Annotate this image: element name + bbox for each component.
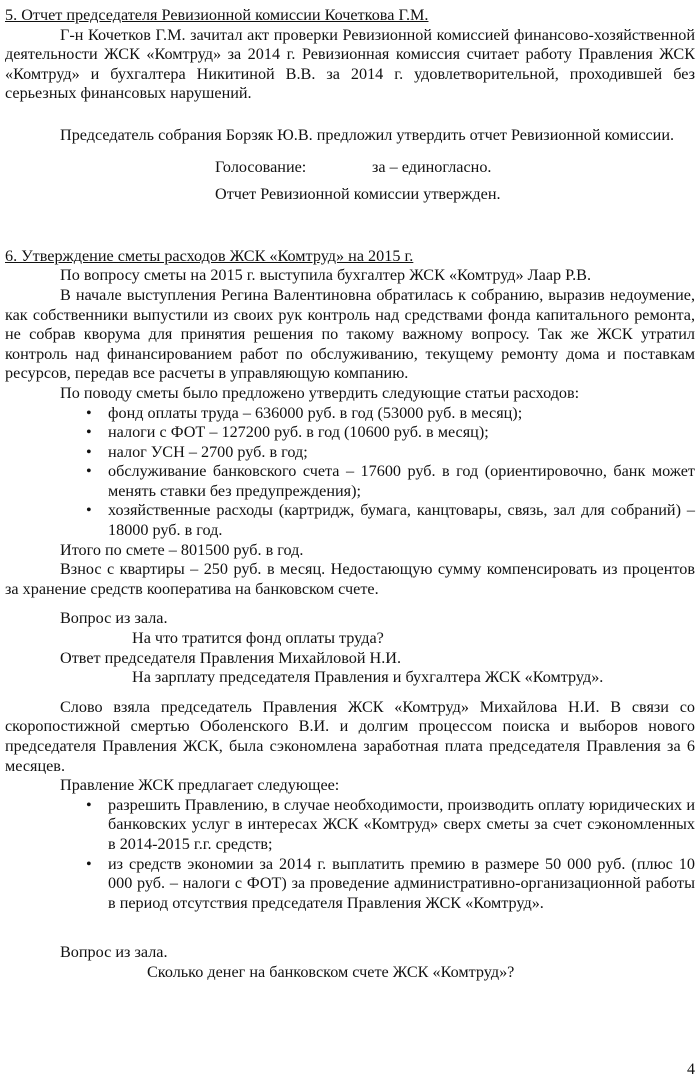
list-item: • обслуживание банковского счета – 17600 руб. в год (ориентировочно, банк может менять ставки без предупреждения); [86,462,695,500]
answer-label-1: Ответ председателя Правления Михайловой Н.И. [60,648,402,667]
document-page [5,6,695,983]
bullet-icon: • [86,501,92,520]
section-6-paragraph-1: По вопросу сметы на 2015 г. выступила бухгалтер ЖСК «Комтруд» Лаар Р.В. [60,266,592,285]
question-label-2: Вопрос из зала. [60,943,168,962]
vote-label: Голосование: [215,157,307,176]
bullet-icon: • [86,462,92,481]
question-label-1: Вопрос из зала. [60,609,168,628]
vote-value: за – единогласно. [372,157,492,176]
section-6-paragraph-5: Слово взяла председатель Правления ЖСК «Комтруд» Михайлова Н.И. В связи со скоропостижной смертью Оболенского В.И. и долгим процессом поиска и выборов нового председателя Правления ЖСК, была сэкономлена заработная плата председателя Правления за 6 месяцев. [5,697,695,775]
expense-list [5,404,695,541]
section-6-paragraph-2: В начале выступления Регина Валентиновна обратилась к собранию, выразив недоумение, как собственники выпустили из своих рук контроль над средствами фонда капитального ремонта, не собрав кворума для принятия решения по такому важному вопросу. Так же ЖСК утратил контроль над финансированием работ по обслуживанию, текущему ремонту дома и поставкам ресурсов, передав все расчеты в управляющую компанию. [5,285,695,383]
page-number: 4 [687,1061,695,1079]
bullet-icon: • [86,403,92,422]
section-6-paragraph-4: Взнос с квартиры – 250 руб. в месяц. Недостающую сумму компенсировать из процентов за хранение средств кооператива на банковском счете. [5,560,695,598]
list-item: • налоги с ФОТ – 127200 руб. в год (10600 руб. в месяц); [86,423,489,442]
section-6-paragraph-3: По поводу сметы было предложено утвердить следующие статьи расходов: [60,383,580,402]
section-5-paragraph-1: Г-н Кочетков Г.М. зачитал акт проверки Ревизионной комиссией финансово-хозяйственной деятельности ЖСК «Комтруд» за 2014 г. Ревизионная комиссия считает работу Правления ЖСК «Комтруд» и бухгалтера Никитиной В.В. за 2014 г. удовлетворительной, проходившей без серьезных финансовых нарушений. [5,25,695,103]
section-5-paragraph-2: Председатель собрания Борзяк Ю.В. предложил утвердить отчет Ревизионной комиссии. [60,125,675,144]
list-item: • фонд оплаты труда – 636000 руб. в год (53000 руб. в месяц); [86,403,523,422]
question-text-2: Сколько денег на банковском счете ЖСК «Комтруд»? [147,962,515,981]
approval-line: Отчет Ревизионной комиссии утвержден. [215,185,501,204]
list-item: • хозяйственные расходы (картридж, бумага, канцтовары, связь, зал для собраний) – 18000 руб. в год. [86,501,695,540]
bullet-icon: • [86,442,92,461]
section-6-heading: 6. Утверждение сметы расходов ЖСК «Комтруд» на 2015 г. [5,246,414,265]
proposal-list [5,796,695,914]
vote-line [215,158,695,178]
section-5-heading: 5. Отчет председателя Ревизионной комиссии Кочеткова Г.М. [5,6,429,24]
list-item: • налог УСН – 2700 руб. в год; [86,442,308,461]
answer-text-1: На зарплату председателя Правления и бухгалтера ЖСК «Комтруд». [132,668,604,687]
bullet-icon: • [86,854,92,873]
section-6-paragraph-6: Правление ЖСК предлагает следующее: [60,776,340,795]
list-item: • разрешить Правлению, в случае необходимости, производить оплату юридических и банковских услуг в интересах ЖСК «Комтруд» сверх сметы за счет сэкономленных в 2014-2015 г.г. средств; [86,795,695,853]
bullet-icon: • [86,795,92,814]
bullet-icon: • [86,423,92,442]
list-item: • из средств экономии за 2014 г. выплатить премию в размере 50 000 руб. (плюс 10 000 руб. – налоги с ФОТ) за проведение административно-организационной работы в период отсутствия председателя Правления ЖСК «Комтруд». [86,854,695,912]
total-line: Итого по смете – 801500 руб. в год. [60,540,304,559]
question-text-1: На что тратится фонд оплаты труда? [132,629,384,648]
